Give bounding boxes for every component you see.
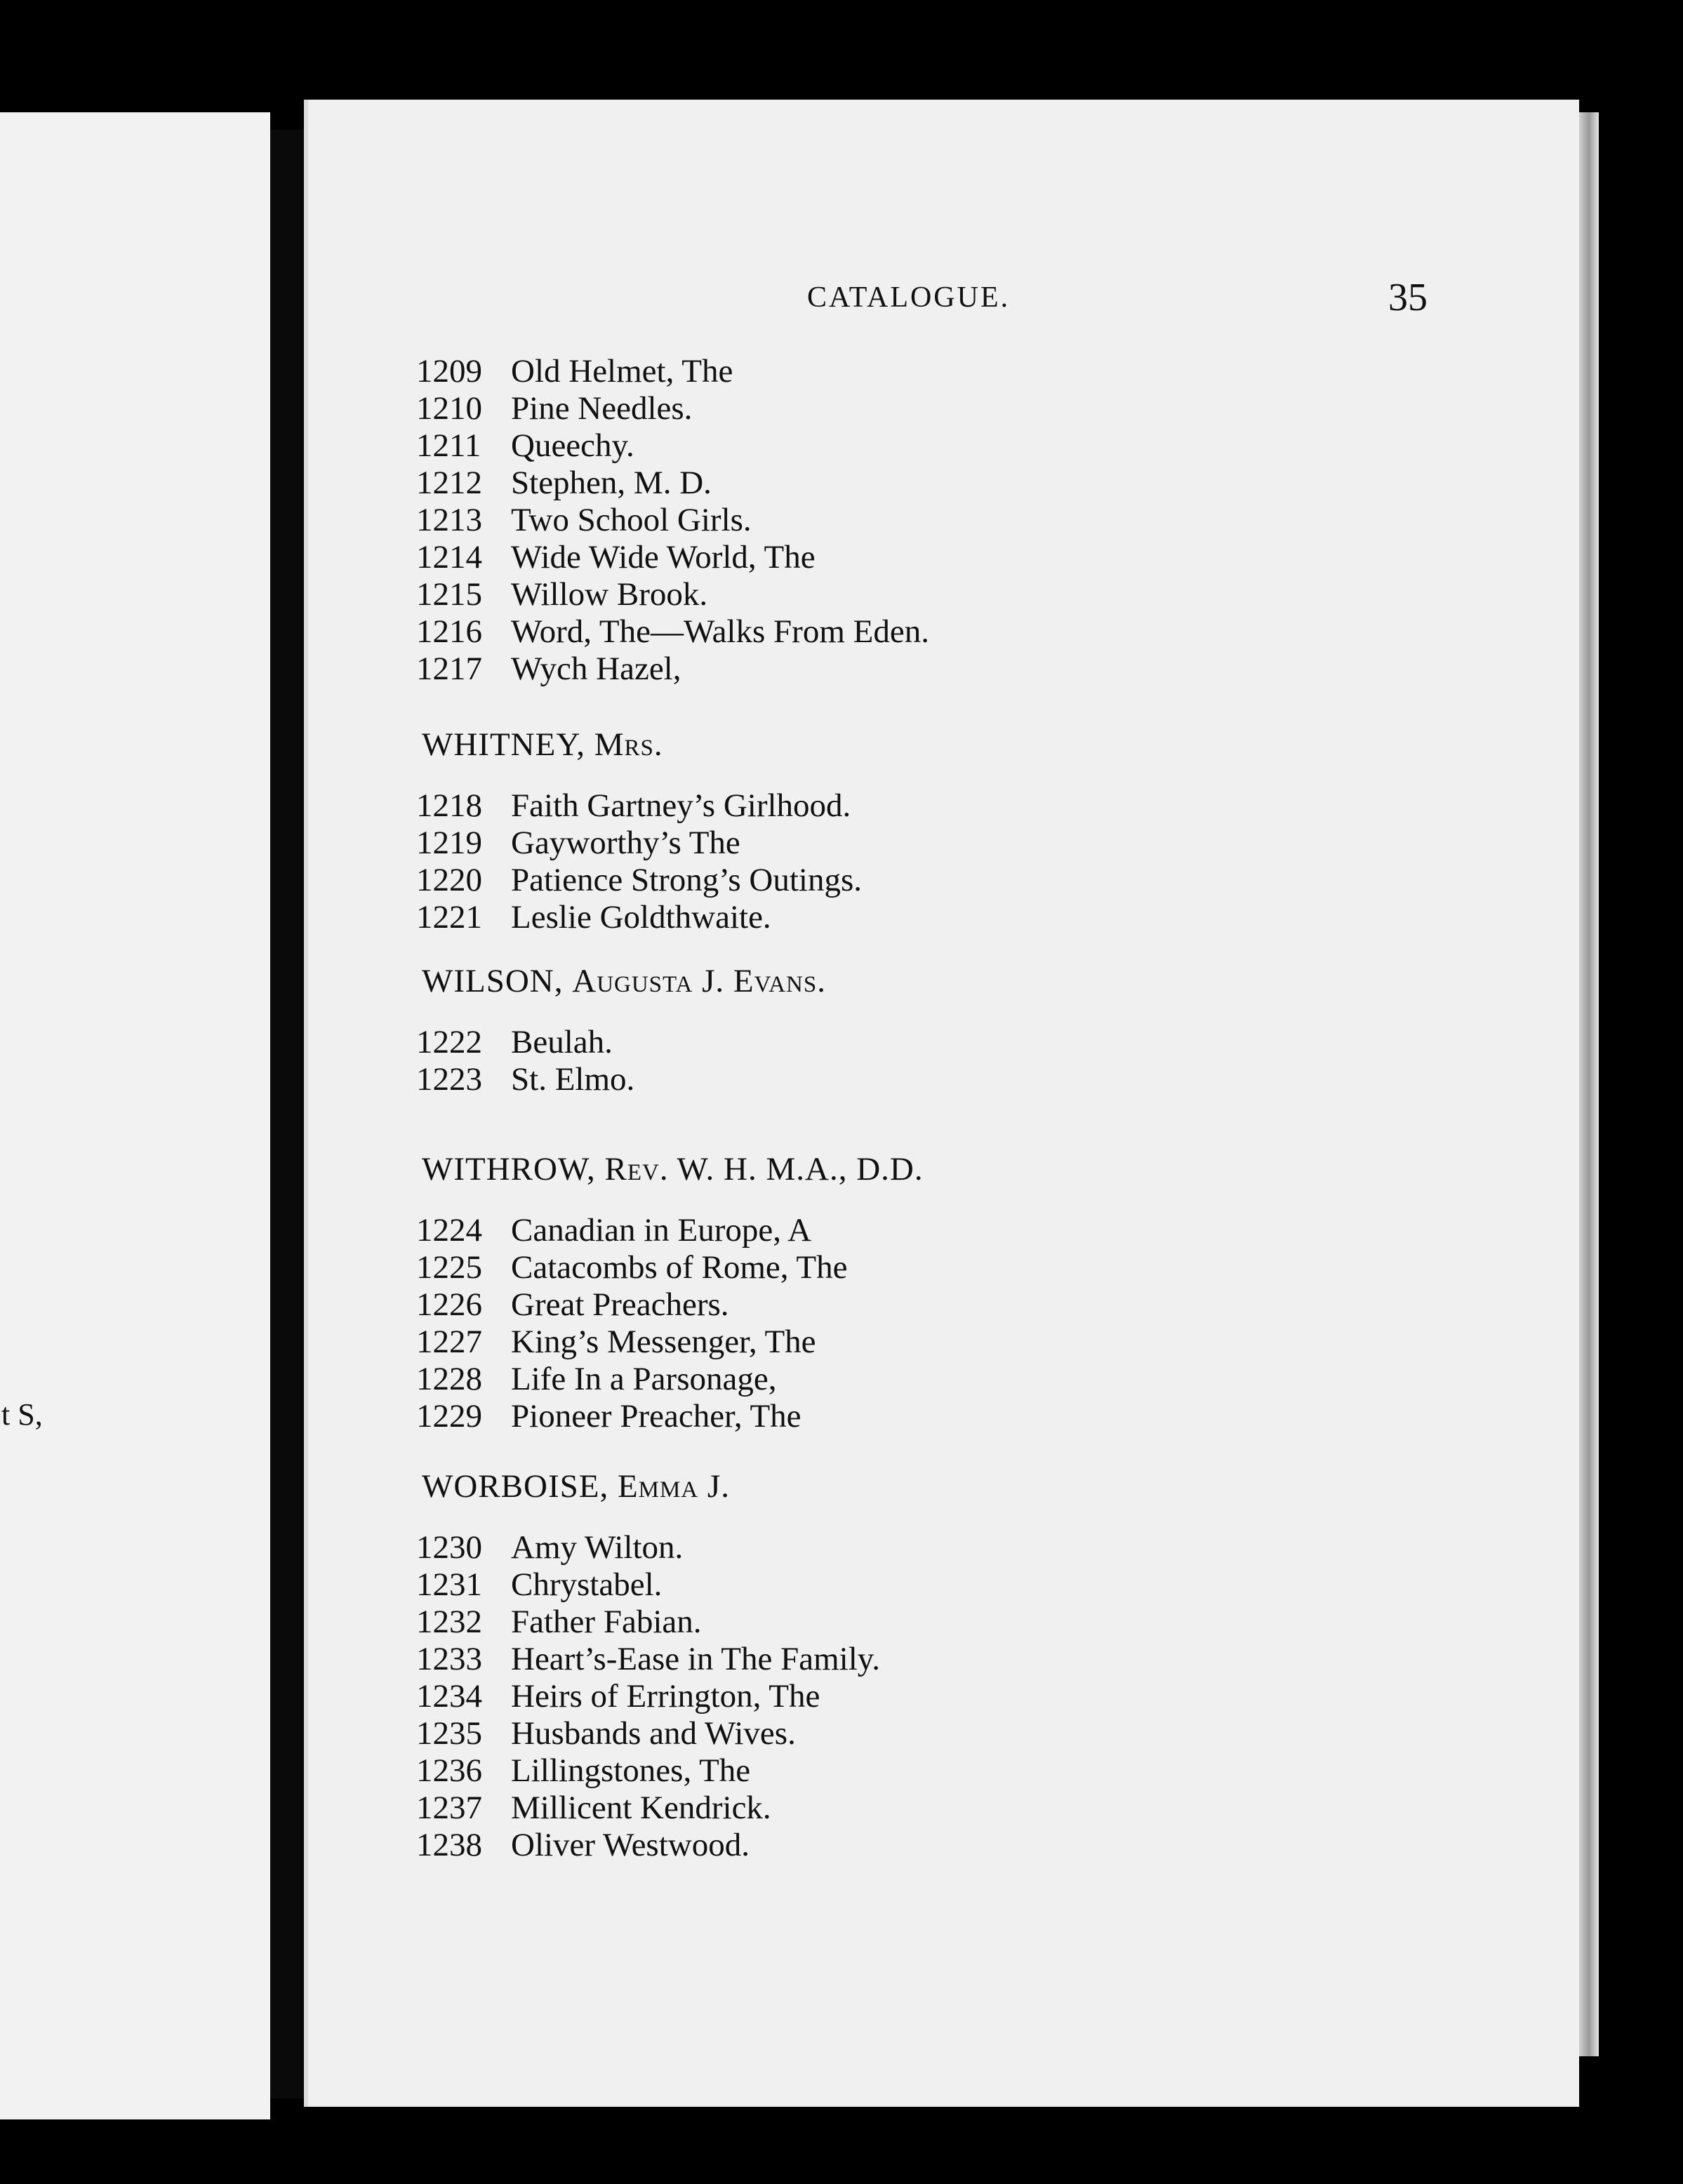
entry-number: 1232: [416, 1604, 482, 1640]
author-forename: Rev. W. H. M.A., D.D.: [604, 1151, 924, 1187]
catalogue-section-wilson: [416, 965, 826, 1098]
catalogue-entry: [416, 825, 862, 862]
catalogue-entry: [416, 1212, 924, 1249]
entry-title: Canadian in Europe, A: [511, 1212, 812, 1249]
catalogue-entry: [416, 1678, 880, 1715]
left-page-text-fragment: t S,: [1, 1397, 43, 1432]
author-surname: WITHROW,: [422, 1151, 596, 1187]
catalogue-entry: [416, 651, 929, 688]
author-forename: Mrs.: [594, 726, 663, 763]
catalogue-entry: [416, 1249, 924, 1286]
entry-number: 1214: [416, 539, 482, 575]
catalogue-entry: [416, 1024, 826, 1061]
entry-number: 1233: [416, 1641, 482, 1677]
catalogue-section-worboise: [416, 1470, 880, 1864]
entry-number: 1235: [416, 1715, 482, 1752]
author-surname: WILSON,: [422, 963, 564, 999]
entry-title: Father Fabian.: [511, 1604, 702, 1640]
catalogue-entry: [416, 1529, 880, 1566]
entry-title: Pine Needles.: [511, 390, 693, 427]
author-forename: Augusta J. Evans.: [572, 963, 826, 999]
catalogue-entry: [416, 787, 862, 825]
entry-title: Beulah.: [511, 1024, 613, 1060]
catalogue-entry: [416, 576, 929, 613]
catalogue-entry: [416, 1790, 880, 1827]
left-page: [0, 112, 270, 2119]
entry-number: 1230: [416, 1529, 482, 1566]
entry-title: Husbands and Wives.: [511, 1715, 796, 1752]
entry-number: 1227: [416, 1324, 482, 1360]
entry-title: Old Helmet, The: [511, 353, 733, 389]
entry-number: 1218: [416, 787, 482, 824]
entry-number: 1224: [416, 1212, 482, 1249]
entry-number: 1226: [416, 1286, 482, 1323]
entry-title: St. Elmo.: [511, 1061, 635, 1098]
author-surname: WORBOISE,: [422, 1468, 609, 1505]
entry-title: Great Preachers.: [511, 1286, 729, 1323]
entry-number: 1212: [416, 465, 482, 501]
catalogue-entry: [416, 502, 929, 539]
author-forename: Emma J.: [617, 1468, 730, 1505]
entry-number: 1210: [416, 390, 482, 427]
entry-number: 1223: [416, 1061, 482, 1098]
book-spine: [270, 130, 304, 2098]
page-number: 35: [1388, 276, 1428, 319]
catalogue-entry: [416, 862, 862, 899]
entry-number: 1217: [416, 651, 482, 687]
page-edge: [1579, 112, 1599, 2056]
entry-title: Life In a Parsonage,: [511, 1361, 777, 1397]
entry-title: Leslie Goldthwaite.: [511, 899, 771, 935]
catalogue-entry: [416, 1061, 826, 1098]
author-heading: [416, 1153, 924, 1212]
entry-number: 1238: [416, 1827, 482, 1863]
entry-number: 1211: [416, 427, 481, 464]
running-header: CATALOGUE.: [807, 281, 1011, 314]
entry-number: 1237: [416, 1790, 482, 1826]
entry-number: 1225: [416, 1249, 482, 1286]
entry-number: 1228: [416, 1361, 482, 1397]
entry-number: 1221: [416, 899, 482, 935]
catalogue-entry: [416, 1827, 880, 1864]
entry-number: 1234: [416, 1678, 482, 1714]
entry-number: 1222: [416, 1024, 482, 1060]
entry-number: 1215: [416, 576, 482, 613]
catalogue-entry: [416, 1715, 880, 1752]
entry-title: Two School Girls.: [511, 502, 752, 538]
catalogue-section-continued: [416, 353, 929, 688]
catalogue-entry: [416, 1752, 880, 1790]
entry-title: Millicent Kendrick.: [511, 1790, 771, 1826]
catalogue-entry: [416, 1604, 880, 1641]
entry-title: Faith Gartney’s Girlhood.: [511, 787, 851, 824]
entry-number: 1219: [416, 825, 482, 861]
author-heading: [416, 728, 862, 787]
entry-title: Word, The—Walks From Eden.: [511, 613, 929, 650]
catalogue-section-whitney: [416, 728, 862, 936]
entry-title: Amy Wilton.: [511, 1529, 684, 1566]
catalogue-section-withrow: [416, 1153, 924, 1435]
entry-title: Heirs of Errington, The: [511, 1678, 820, 1714]
entry-title: Chrystabel.: [511, 1566, 663, 1603]
entry-title: Willow Brook.: [511, 576, 708, 613]
catalogue-entry: [416, 1286, 924, 1324]
entry-number: 1213: [416, 502, 482, 538]
entry-title: Lillingstones, The: [511, 1752, 751, 1789]
catalogue-entry: [416, 390, 929, 427]
entry-title: Wide Wide World, The: [511, 539, 816, 575]
catalogue-entry: [416, 539, 929, 576]
author-heading: [416, 965, 826, 1024]
catalogue-entry: [416, 427, 929, 465]
catalogue-entry: [416, 1324, 924, 1361]
entry-number: 1220: [416, 862, 482, 898]
entry-title: Patience Strong’s Outings.: [511, 862, 862, 898]
catalogue-entry: [416, 353, 929, 390]
entry-number: 1216: [416, 613, 482, 650]
catalogue-entry: [416, 1566, 880, 1604]
entry-title: Heart’s-Ease in The Family.: [511, 1641, 880, 1677]
entry-number: 1209: [416, 353, 482, 389]
entry-title: King’s Messenger, The: [511, 1324, 816, 1360]
catalogue-entry: [416, 1641, 880, 1678]
entry-number: 1229: [416, 1398, 482, 1434]
entry-title: Pioneer Preacher, The: [511, 1398, 801, 1434]
author-heading: [416, 1470, 880, 1529]
catalogue-entry: [416, 899, 862, 936]
entry-number: 1231: [416, 1566, 482, 1603]
catalogue-entry: [416, 1398, 924, 1435]
author-surname: WHITNEY,: [422, 726, 585, 763]
entry-title: Oliver Westwood.: [511, 1827, 750, 1863]
entry-title: Catacombs of Rome, The: [511, 1249, 848, 1286]
entry-title: Gayworthy’s The: [511, 825, 740, 861]
entry-title: Queechy.: [511, 427, 634, 464]
catalogue-entry: [416, 613, 929, 651]
entry-number: 1236: [416, 1752, 482, 1789]
entry-title: Stephen, M. D.: [511, 465, 712, 501]
catalogue-entry: [416, 1361, 924, 1398]
catalogue-entry: [416, 465, 929, 502]
entry-title: Wych Hazel,: [511, 651, 681, 687]
